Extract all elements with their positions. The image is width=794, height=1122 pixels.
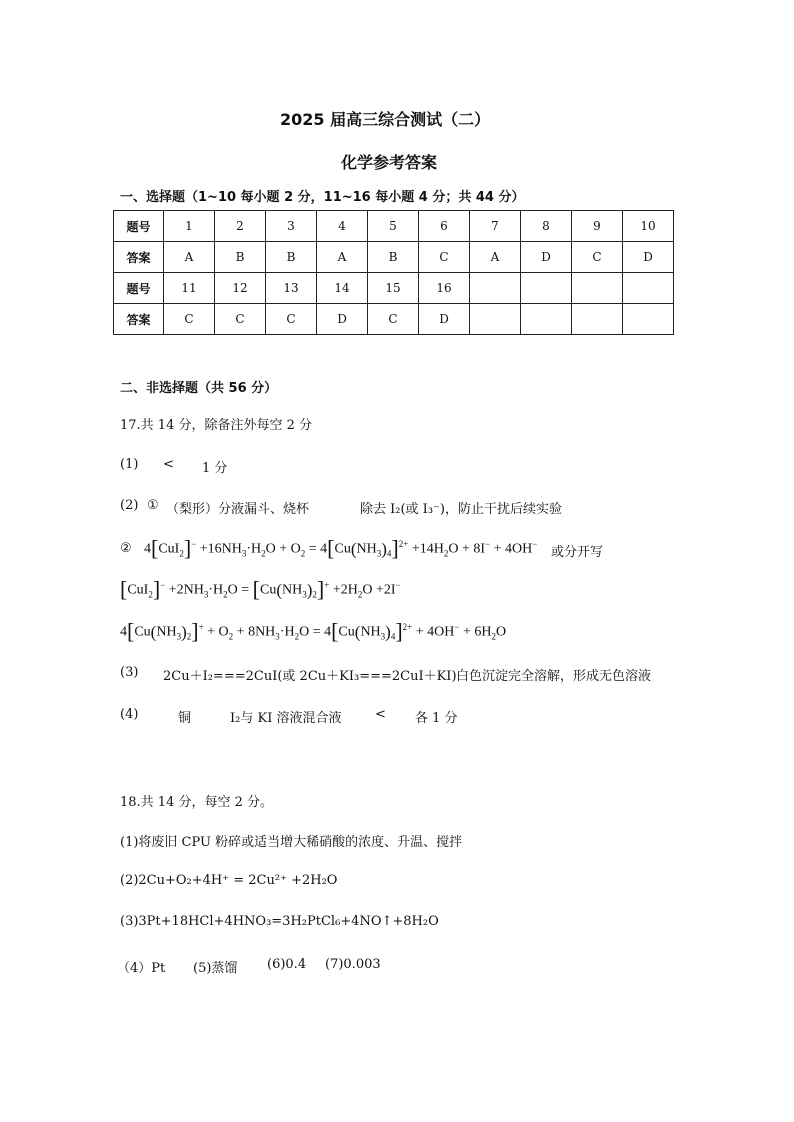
table-row xyxy=(114,273,674,304)
table-cell: D xyxy=(317,304,368,335)
q17-part2-answer-a: （梨形）分液漏斗、烧杯 xyxy=(166,502,310,517)
circled-one-icon: ① xyxy=(147,498,159,513)
table-cell: 5 xyxy=(368,211,419,242)
section2-heading: 二、非选择题（共 56 分） xyxy=(120,381,278,396)
q18-part5: (5)蒸馏 xyxy=(193,961,238,976)
table-cell: 16 xyxy=(419,273,470,304)
table-header-cell: 题号 xyxy=(114,211,164,242)
table-cell: 9 xyxy=(572,211,623,242)
q17-equation-2: $[CuI_2]^- +2NH_3\cdot H_2O = [Cu(NH_3)_2]^+ +2H_2O +2I^-$ xyxy=(120,576,401,602)
q18-part6: (6)0.4 xyxy=(267,957,307,972)
table-cell: D xyxy=(521,242,572,273)
q18-part3: (3)3Pt+18HCl+4HNO₃=3H₂PtCl₆+4NO↑+8H₂O xyxy=(120,914,439,929)
section1-heading: 一、选择题（1~10 每小题 2 分，11~16 每小题 4 分；共 44 分） xyxy=(120,190,525,205)
table-cell xyxy=(521,273,572,304)
q18-intro: 18.共 14 分，每空 2 分。 xyxy=(120,795,274,810)
table-header-cell: 题号 xyxy=(114,273,164,304)
table-row xyxy=(114,242,674,273)
table-cell: 2 xyxy=(215,211,266,242)
q17-part4-answer-a: 铜 xyxy=(178,711,192,726)
table-cell: 6 xyxy=(419,211,470,242)
answer-table xyxy=(113,210,674,335)
document-subtitle: 化学参考答案 xyxy=(341,153,438,172)
table-header-cell: 答案 xyxy=(114,242,164,273)
table-cell: C xyxy=(215,304,266,335)
q17-part4-number: (4) xyxy=(120,707,139,722)
q17-part4-answer-c: < xyxy=(375,707,386,722)
q17-part3-observation: 白色沉淀完全溶解，形成无色溶液 xyxy=(456,669,652,684)
q17-part3-equation: 2Cu＋I₂===2CuI(或 2Cu＋KI₃===2CuI＋KI) xyxy=(163,669,457,684)
table-cell: C xyxy=(368,304,419,335)
q17-intro: 17.共 14 分，除备注外每空 2 分 xyxy=(120,418,313,433)
q18-part4: （4）Pt xyxy=(117,961,166,976)
q17-part1-score: 1 分 xyxy=(202,461,228,476)
table-cell: 14 xyxy=(317,273,368,304)
table-cell xyxy=(470,304,521,335)
table-cell: C xyxy=(164,304,215,335)
table-row xyxy=(114,304,674,335)
table-cell: A xyxy=(317,242,368,273)
table-cell xyxy=(623,304,674,335)
table-cell: 15 xyxy=(368,273,419,304)
q17-part2-answer-b: 除去 I₂(或 I₃⁻)，防止干扰后续实验 xyxy=(360,502,562,517)
q17-part3-number: (3) xyxy=(120,665,139,680)
q17-equation-3: $4[Cu(NH_3)_2]^+ + O_2 + 8NH_3\cdot H_2O = 4[Cu(NH_3)_4]^{2+} + 4OH^- + 6H_2O$ xyxy=(120,618,507,644)
table-cell: A xyxy=(470,242,521,273)
table-cell: B xyxy=(368,242,419,273)
table-cell: B xyxy=(215,242,266,273)
table-cell: 8 xyxy=(521,211,572,242)
document-title: 2025 届高三综合测试（二） xyxy=(280,110,491,129)
table-cell: 1 xyxy=(164,211,215,242)
table-row xyxy=(114,211,674,242)
table-cell: 7 xyxy=(470,211,521,242)
table-cell: A xyxy=(164,242,215,273)
q18-part1: (1)将废旧 CPU 粉碎或适当增大稀硝酸的浓度、升温、搅拌 xyxy=(120,835,463,850)
q17-part1-number: (1) xyxy=(120,457,139,472)
q17-part2-number: (2) xyxy=(120,498,139,513)
table-cell: D xyxy=(419,304,470,335)
q17-part4-answer-b: I₂与 KI 溶液混合液 xyxy=(230,711,342,726)
table-cell: C xyxy=(572,242,623,273)
q18-part7: (7)0.003 xyxy=(325,957,381,972)
table-cell xyxy=(521,304,572,335)
table-cell: 4 xyxy=(317,211,368,242)
table-cell: 10 xyxy=(623,211,674,242)
table-cell: 11 xyxy=(164,273,215,304)
table-cell: D xyxy=(623,242,674,273)
q17-equation-1: $4[CuI_2]^- +16NH_3\cdot H_2O + O_2 = 4[Cu(NH_3)_4]^{2+} +14H_2O + 8I^- + 4OH^-$ xyxy=(144,535,538,561)
table-cell: 3 xyxy=(266,211,317,242)
q17-part4-score: 各 1 分 xyxy=(415,711,458,726)
table-cell xyxy=(470,273,521,304)
q17-part1-answer: < xyxy=(163,457,174,472)
q17-alt-note: 或分开写 xyxy=(551,545,604,560)
table-cell: B xyxy=(266,242,317,273)
circled-two-icon: ② xyxy=(120,541,132,556)
q18-part2: (2)2Cu+O₂+4H⁺ = 2Cu²⁺ +2H₂O xyxy=(120,873,338,888)
table-cell: 12 xyxy=(215,273,266,304)
table-cell: C xyxy=(266,304,317,335)
table-cell: C xyxy=(419,242,470,273)
table-header-cell: 答案 xyxy=(114,304,164,335)
table-cell xyxy=(572,304,623,335)
table-cell xyxy=(623,273,674,304)
table-cell xyxy=(572,273,623,304)
table-cell: 13 xyxy=(266,273,317,304)
